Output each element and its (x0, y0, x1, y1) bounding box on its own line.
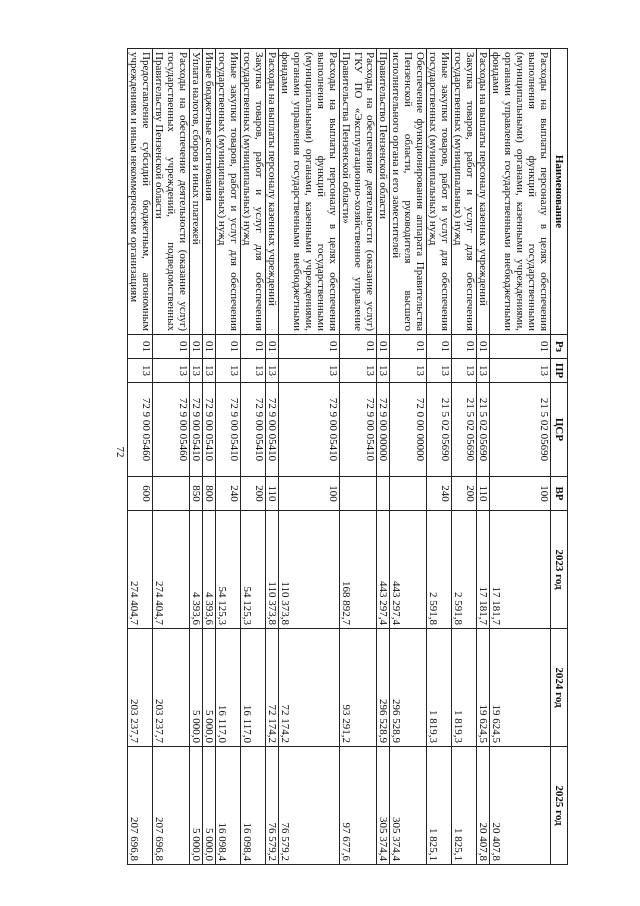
row-2023: 17 181,7 (477, 511, 490, 629)
row-2024: 1 819,3 (452, 629, 477, 747)
row-2025: 20 407,8 (477, 747, 490, 865)
row-csr: 72 9 00 05410 (279, 383, 340, 477)
row-2024: 93 291,2 (340, 629, 377, 747)
row-csr: 72 9 00 05410 (190, 383, 203, 477)
row-2024: 296 528,9 (377, 629, 390, 747)
row-2025: 305 374,4 (377, 747, 390, 865)
row-rz: 01 (477, 335, 490, 359)
table-header-row (551, 49, 568, 865)
row-2025: 76 579,2 (279, 747, 340, 865)
table-body (128, 49, 551, 865)
row-2025: 97 677,6 (340, 747, 377, 865)
row-name: Закупка товаров, работ и услуг для обеспечения государственных (муниципальных) нужд (241, 49, 266, 335)
row-name: Расходы на выплаты персоналу казенных учреждений (477, 49, 490, 335)
row-2025: 20 407,8 (490, 747, 551, 865)
row-rz: 01 (490, 335, 551, 359)
row-2023: 17 181,7 (490, 511, 551, 629)
row-rz: 01 (377, 335, 390, 359)
row-rz: 01 (452, 335, 477, 359)
row-rz: 01 (128, 335, 153, 359)
table-row (477, 49, 490, 865)
row-2023: 4 393,6 (190, 511, 203, 629)
row-csr: 21 5 02 05690 (452, 383, 477, 477)
row-2024: 203 237,7 (153, 629, 190, 747)
row-name: Уплата налогов, сборов и иных платежей (190, 49, 203, 335)
row-pr: 13 (477, 359, 490, 383)
row-pr: 13 (216, 359, 241, 383)
budget-table (127, 48, 568, 865)
row-2023: 443 297,4 (377, 511, 390, 629)
row-name: Иные закупки товаров, работ и услуг для обеспечения государственных (муниципальных) нужд (427, 49, 452, 335)
row-vr: 110 (477, 477, 490, 511)
row-pr: 13 (190, 359, 203, 383)
row-2023: 274 404,7 (153, 511, 190, 629)
table-row (216, 49, 241, 865)
row-csr: 72 9 00 05410 (266, 383, 279, 477)
row-2025: 1 825,1 (427, 747, 452, 865)
row-pr: 13 (427, 359, 452, 383)
row-name: Расходы на обеспечение деятельности (оказание услуг) государственных учреждений, подведомственных Правительству Пензенской области (153, 49, 190, 335)
row-csr: 72 9 00 05410 (216, 383, 241, 477)
row-2023: 54 125,3 (241, 511, 266, 629)
header-2024: 2024 год (551, 629, 568, 747)
row-2024: 19 624,5 (490, 629, 551, 747)
row-2024: 296 528,9 (390, 629, 427, 747)
row-2024: 1 819,3 (427, 629, 452, 747)
row-pr: 13 (390, 359, 427, 383)
row-pr: 13 (452, 359, 477, 383)
row-csr: 72 9 00 05460 (153, 383, 190, 477)
row-rz: 01 (279, 335, 340, 359)
table-row (490, 49, 551, 865)
row-2025: 207 696,8 (153, 747, 190, 865)
table-row (340, 49, 377, 865)
row-vr: 110 (266, 477, 279, 511)
row-name: Расходы на обеспечение деятельности (оказание услуг) ГКУ ПО «Эксплуатационно-хозяйственное управление Правительства Пензенской области» (340, 49, 377, 335)
row-2024: 5 000,0 (203, 629, 216, 747)
row-csr: 21 5 02 05690 (427, 383, 452, 477)
row-2023: 168 892,7 (340, 511, 377, 629)
row-csr: 72 9 00 05410 (203, 383, 216, 477)
row-2025: 5 000,0 (190, 747, 203, 865)
row-rz: 01 (390, 335, 427, 359)
header-csr: ЦСР (551, 383, 568, 477)
row-vr: 240 (216, 477, 241, 511)
row-2023: 54 125,3 (216, 511, 241, 629)
row-2025: 76 579,2 (266, 747, 279, 865)
row-pr: 13 (153, 359, 190, 383)
row-pr: 13 (377, 359, 390, 383)
row-name: Расходы на выплаты персоналу казенных учреждений (266, 49, 279, 335)
row-name: Закупка товаров, работ и услуг для обеспечения государственных (муниципальных) нужд (452, 49, 477, 335)
row-2025: 207 696,8 (128, 747, 153, 865)
row-2025: 5 000,0 (203, 747, 216, 865)
header-rz: Рз (551, 335, 568, 359)
row-2024: 19 624,5 (477, 629, 490, 747)
row-rz: 01 (153, 335, 190, 359)
row-2023: 274 404,7 (128, 511, 153, 629)
table-row (203, 49, 216, 865)
row-name: Предоставление субсидий бюджетным, автономным учреждениям и иным некоммерческим организациям (128, 49, 153, 335)
row-vr: 100 (279, 477, 340, 511)
row-csr: 21 5 02 05690 (490, 383, 551, 477)
row-csr: 72 0 00 00000 (390, 383, 427, 477)
row-name: Иные закупки товаров, работ и услуг для обеспечения государственных (муниципальных) нужд (216, 49, 241, 335)
row-name: Правительство Пензенской области (377, 49, 390, 335)
header-vr: ВР (551, 477, 568, 511)
table-row (279, 49, 340, 865)
row-rz: 01 (190, 335, 203, 359)
row-pr: 13 (340, 359, 377, 383)
row-2024: 16 117,0 (241, 629, 266, 747)
row-rz: 01 (266, 335, 279, 359)
row-csr: 72 9 00 05460 (128, 383, 153, 477)
row-vr (377, 477, 390, 511)
row-vr: 100 (490, 477, 551, 511)
row-vr (390, 477, 427, 511)
row-2025: 305 374,4 (390, 747, 427, 865)
row-2024: 5 000,0 (190, 629, 203, 747)
row-vr: 850 (190, 477, 203, 511)
row-2023: 110 373,8 (279, 511, 340, 629)
row-name: Обеспечение функционирования аппарата Правительства Пензенской области, руководителя высшего исполнительного органа и его заместителей (390, 49, 427, 335)
row-pr: 13 (266, 359, 279, 383)
row-2024: 16 117,0 (216, 629, 241, 747)
row-pr: 13 (128, 359, 153, 383)
row-rz: 01 (427, 335, 452, 359)
table-row (128, 49, 153, 865)
row-name: Иные бюджетные ассигнования (203, 49, 216, 335)
row-2023: 4 393,6 (203, 511, 216, 629)
row-vr: 600 (128, 477, 153, 511)
row-2023: 443 297,4 (390, 511, 427, 629)
table-row (241, 49, 266, 865)
row-2024: 203 237,7 (128, 629, 153, 747)
header-2023: 2023 год (551, 511, 568, 629)
table-row (190, 49, 203, 865)
row-csr: 21 5 02 05690 (477, 383, 490, 477)
row-vr (340, 477, 377, 511)
table-row (377, 49, 390, 865)
row-rz: 01 (203, 335, 216, 359)
table-row (390, 49, 427, 865)
row-rz: 01 (340, 335, 377, 359)
row-name: Расходы на выплаты персоналу в целях обеспечения выполнения функций государственными (муниципальными) органами, казенными учреждениями, органами управления государственными внебюджетными фондами (490, 49, 551, 335)
row-vr: 200 (452, 477, 477, 511)
row-vr: 800 (203, 477, 216, 511)
row-pr: 13 (279, 359, 340, 383)
row-rz: 01 (241, 335, 266, 359)
row-2023: 110 373,8 (266, 511, 279, 629)
row-rz: 01 (216, 335, 241, 359)
row-2025: 16 098,4 (241, 747, 266, 865)
row-2025: 1 825,1 (452, 747, 477, 865)
row-2023: 2 591,8 (427, 511, 452, 629)
header-2025: 2025 год (551, 747, 568, 865)
table-row (452, 49, 477, 865)
table-row (153, 49, 190, 865)
page-number-text: 72 (114, 446, 126, 458)
row-pr: 13 (490, 359, 551, 383)
row-csr: 72 9 00 05410 (241, 383, 266, 477)
row-vr: 200 (241, 477, 266, 511)
row-vr (153, 477, 190, 511)
row-2023: 2 591,8 (452, 511, 477, 629)
row-name: Расходы на выплаты персоналу в целях обеспечения выполнения функций государственными (муниципальными) органами, казенными учреждениями, органами управления государственными внебюджетными фондами (279, 49, 340, 335)
table-row (266, 49, 279, 865)
row-2024: 72 174,2 (266, 629, 279, 747)
header-name: Наименование (551, 49, 568, 335)
row-2025: 16 098,4 (216, 747, 241, 865)
row-2024: 72 174,2 (279, 629, 340, 747)
row-pr: 13 (203, 359, 216, 383)
row-pr: 13 (241, 359, 266, 383)
row-csr: 72 9 00 05410 (340, 383, 377, 477)
table-row (427, 49, 452, 865)
row-csr: 72 9 00 00000 (377, 383, 390, 477)
header-pr: ПР (551, 359, 568, 383)
row-vr: 240 (427, 477, 452, 511)
